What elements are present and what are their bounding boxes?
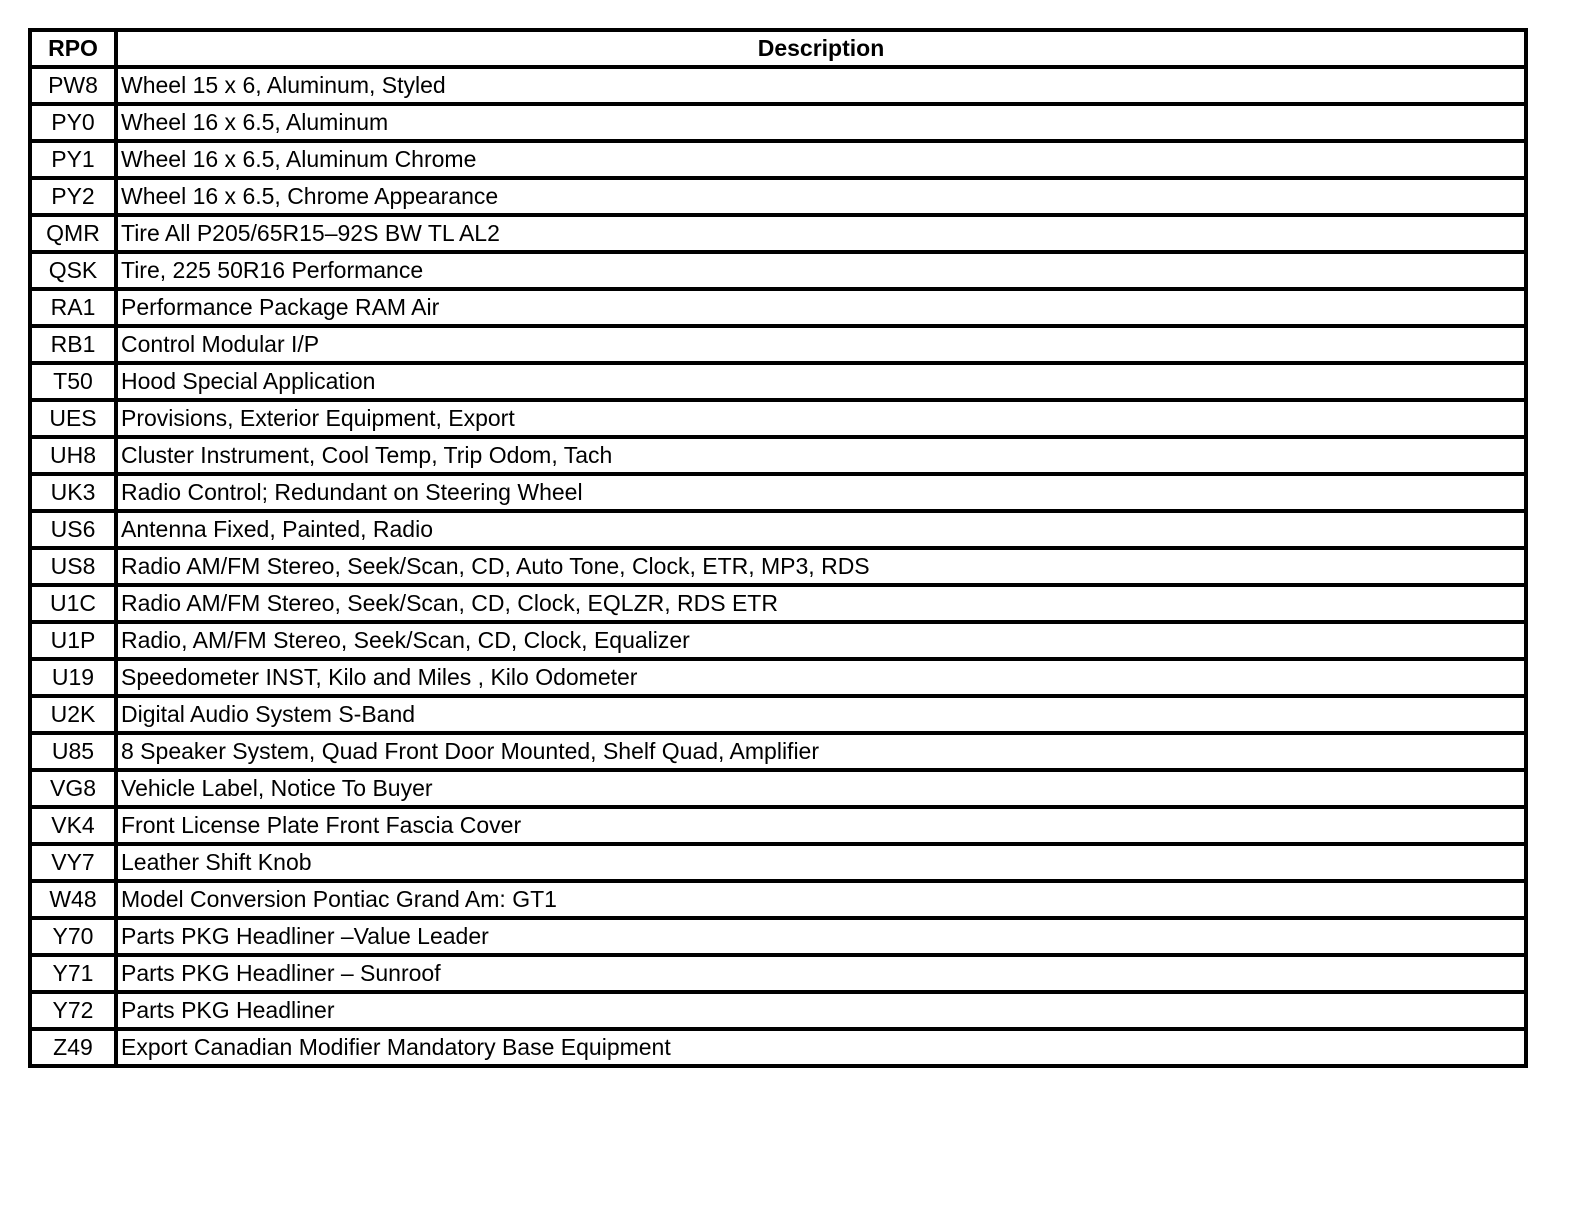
rpo-code-cell: US6 bbox=[30, 511, 116, 548]
table-row bbox=[30, 474, 1526, 511]
table-row bbox=[30, 696, 1526, 733]
description-cell: Radio AM/FM Stereo, Seek/Scan, CD, Clock, EQLZR, RDS ETR bbox=[116, 585, 1526, 622]
rpo-code-cell: QSK bbox=[30, 252, 116, 289]
table-row bbox=[30, 807, 1526, 844]
rpo-code-cell: UH8 bbox=[30, 437, 116, 474]
table-row bbox=[30, 511, 1526, 548]
description-cell: Radio AM/FM Stereo, Seek/Scan, CD, Auto Tone, Clock, ETR, MP3, RDS bbox=[116, 548, 1526, 585]
column-header-rpo: RPO bbox=[30, 30, 116, 67]
description-cell: Parts PKG Headliner – Sunroof bbox=[116, 955, 1526, 992]
rpo-code-cell: UES bbox=[30, 400, 116, 437]
description-cell: Provisions, Exterior Equipment, Export bbox=[116, 400, 1526, 437]
table-row bbox=[30, 622, 1526, 659]
table-row bbox=[30, 104, 1526, 141]
description-cell: Radio, AM/FM Stereo, Seek/Scan, CD, Clock, Equalizer bbox=[116, 622, 1526, 659]
table-row bbox=[30, 585, 1526, 622]
description-cell: Hood Special Application bbox=[116, 363, 1526, 400]
column-header-description: Description bbox=[116, 30, 1526, 67]
rpo-code-cell: PY1 bbox=[30, 141, 116, 178]
rpo-code-cell: PY2 bbox=[30, 178, 116, 215]
description-cell: Cluster Instrument, Cool Temp, Trip Odom, Tach bbox=[116, 437, 1526, 474]
rpo-code-cell: U19 bbox=[30, 659, 116, 696]
rpo-code-cell: RB1 bbox=[30, 326, 116, 363]
table-body bbox=[30, 67, 1526, 1066]
table-row bbox=[30, 881, 1526, 918]
rpo-code-cell: Y72 bbox=[30, 992, 116, 1029]
rpo-code-cell: U1C bbox=[30, 585, 116, 622]
rpo-code-cell: VG8 bbox=[30, 770, 116, 807]
description-cell: Export Canadian Modifier Mandatory Base Equipment bbox=[116, 1029, 1526, 1066]
table-row bbox=[30, 733, 1526, 770]
rpo-code-cell: Z49 bbox=[30, 1029, 116, 1066]
table-row bbox=[30, 363, 1526, 400]
rpo-code-cell: Y71 bbox=[30, 955, 116, 992]
description-cell: Tire All P205/65R15–92S BW TL AL2 bbox=[116, 215, 1526, 252]
table-row bbox=[30, 215, 1526, 252]
table-row bbox=[30, 437, 1526, 474]
description-cell: Parts PKG Headliner –Value Leader bbox=[116, 918, 1526, 955]
table-row bbox=[30, 400, 1526, 437]
description-cell: Wheel 15 x 6, Aluminum, Styled bbox=[116, 67, 1526, 104]
rpo-code-cell: VY7 bbox=[30, 844, 116, 881]
table-row bbox=[30, 955, 1526, 992]
table-row bbox=[30, 659, 1526, 696]
table-header-row bbox=[30, 30, 1526, 67]
table-row bbox=[30, 1029, 1526, 1066]
rpo-code-cell: PY0 bbox=[30, 104, 116, 141]
table-row bbox=[30, 918, 1526, 955]
description-cell: Antenna Fixed, Painted, Radio bbox=[116, 511, 1526, 548]
rpo-code-cell: VK4 bbox=[30, 807, 116, 844]
rpo-code-cell: T50 bbox=[30, 363, 116, 400]
table-row bbox=[30, 289, 1526, 326]
table-row bbox=[30, 770, 1526, 807]
table-row bbox=[30, 178, 1526, 215]
description-cell: Wheel 16 x 6.5, Aluminum bbox=[116, 104, 1526, 141]
description-cell: Wheel 16 x 6.5, Aluminum Chrome bbox=[116, 141, 1526, 178]
description-cell: Model Conversion Pontiac Grand Am: GT1 bbox=[116, 881, 1526, 918]
table-row bbox=[30, 992, 1526, 1029]
table-row bbox=[30, 67, 1526, 104]
description-cell: Radio Control; Redundant on Steering Wheel bbox=[116, 474, 1526, 511]
description-cell: Digital Audio System S-Band bbox=[116, 696, 1526, 733]
description-cell: Wheel 16 x 6.5, Chrome Appearance bbox=[116, 178, 1526, 215]
rpo-code-cell: UK3 bbox=[30, 474, 116, 511]
table-row bbox=[30, 548, 1526, 585]
table-row bbox=[30, 252, 1526, 289]
description-cell: 8 Speaker System, Quad Front Door Mounted, Shelf Quad, Amplifier bbox=[116, 733, 1526, 770]
table-row bbox=[30, 141, 1526, 178]
description-cell: Vehicle Label, Notice To Buyer bbox=[116, 770, 1526, 807]
table-row bbox=[30, 844, 1526, 881]
rpo-table bbox=[28, 28, 1528, 1068]
description-cell: Tire, 225 50R16 Performance bbox=[116, 252, 1526, 289]
rpo-code-cell: U1P bbox=[30, 622, 116, 659]
rpo-code-cell: Y70 bbox=[30, 918, 116, 955]
description-cell: Leather Shift Knob bbox=[116, 844, 1526, 881]
description-cell: Speedometer INST, Kilo and Miles , Kilo Odometer bbox=[116, 659, 1526, 696]
description-cell: Control Modular I/P bbox=[116, 326, 1526, 363]
rpo-code-cell: QMR bbox=[30, 215, 116, 252]
table-row bbox=[30, 326, 1526, 363]
description-cell: Performance Package RAM Air bbox=[116, 289, 1526, 326]
rpo-code-cell: U85 bbox=[30, 733, 116, 770]
rpo-code-cell: US8 bbox=[30, 548, 116, 585]
rpo-code-cell: U2K bbox=[30, 696, 116, 733]
description-cell: Front License Plate Front Fascia Cover bbox=[116, 807, 1526, 844]
description-cell: Parts PKG Headliner bbox=[116, 992, 1526, 1029]
rpo-code-cell: RA1 bbox=[30, 289, 116, 326]
rpo-code-cell: PW8 bbox=[30, 67, 116, 104]
rpo-code-cell: W48 bbox=[30, 881, 116, 918]
